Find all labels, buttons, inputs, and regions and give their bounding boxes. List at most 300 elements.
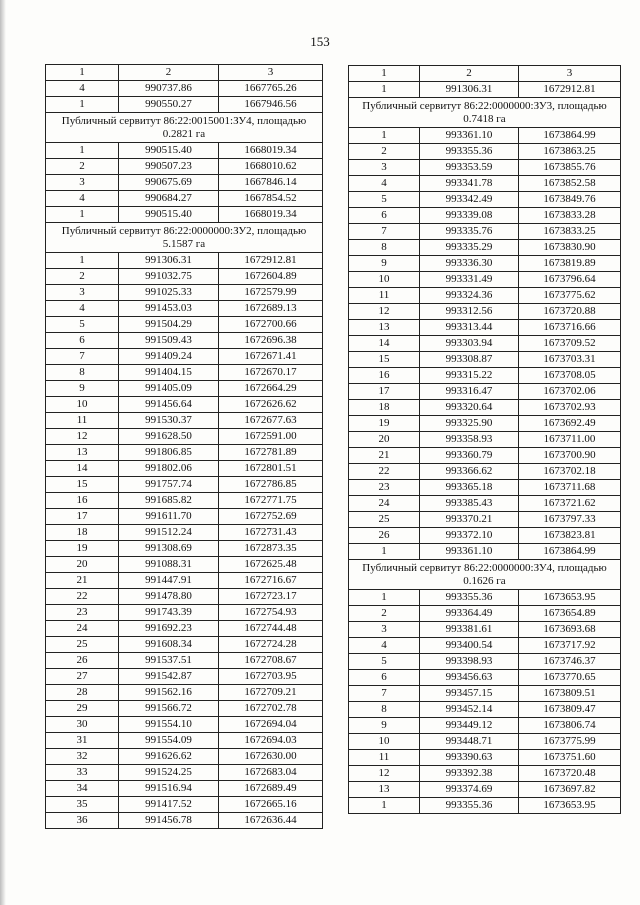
point-number-cell: 8 xyxy=(349,702,420,718)
table-row xyxy=(349,320,621,336)
header-cell: 1 xyxy=(46,65,119,81)
y-coordinate-cell: 1672708.67 xyxy=(219,653,323,669)
y-coordinate-cell: 1673702.18 xyxy=(519,464,621,480)
y-coordinate-cell: 1673852.58 xyxy=(519,176,621,192)
table-row xyxy=(349,512,621,528)
table-row xyxy=(349,82,621,98)
point-number-cell: 13 xyxy=(349,320,420,336)
y-coordinate-cell: 1672630.00 xyxy=(219,749,323,765)
x-coordinate-cell: 993336.30 xyxy=(420,256,519,272)
y-coordinate-cell: 1672754.93 xyxy=(219,605,323,621)
point-number-cell: 20 xyxy=(46,557,119,573)
table-row xyxy=(46,143,323,159)
x-coordinate-cell: 993364.49 xyxy=(420,606,519,622)
x-coordinate-cell: 991802.06 xyxy=(119,461,219,477)
point-number-cell: 2 xyxy=(349,606,420,622)
y-coordinate-cell: 1673708.05 xyxy=(519,368,621,384)
point-number-cell: 27 xyxy=(46,669,119,685)
table-row xyxy=(349,496,621,512)
y-coordinate-cell: 1673703.31 xyxy=(519,352,621,368)
x-coordinate-cell: 993341.78 xyxy=(420,176,519,192)
y-coordinate-cell: 1672665.16 xyxy=(219,797,323,813)
x-coordinate-cell: 993370.21 xyxy=(420,512,519,528)
table-row xyxy=(46,541,323,557)
point-number-cell: 21 xyxy=(46,573,119,589)
table-row xyxy=(46,557,323,573)
y-coordinate-cell: 1673775.99 xyxy=(519,734,621,750)
y-coordinate-cell: 1672781.89 xyxy=(219,445,323,461)
x-coordinate-cell: 993316.47 xyxy=(420,384,519,400)
point-number-cell: 2 xyxy=(349,144,420,160)
point-number-cell: 16 xyxy=(349,368,420,384)
x-coordinate-cell: 991405.09 xyxy=(119,381,219,397)
table-row xyxy=(46,429,323,445)
y-coordinate-cell: 1672912.81 xyxy=(519,82,621,98)
y-coordinate-cell: 1672636.44 xyxy=(219,813,323,829)
table-row xyxy=(46,749,323,765)
table-row xyxy=(46,365,323,381)
x-coordinate-cell: 990550.27 xyxy=(119,97,219,113)
x-coordinate-cell: 991554.10 xyxy=(119,717,219,733)
point-number-cell: 1 xyxy=(46,253,119,269)
y-coordinate-cell: 1672689.13 xyxy=(219,301,323,317)
y-coordinate-cell: 1673809.51 xyxy=(519,686,621,702)
x-coordinate-cell: 993335.76 xyxy=(420,224,519,240)
point-number-cell: 30 xyxy=(46,717,119,733)
point-number-cell: 1 xyxy=(349,82,420,98)
header-cell: 3 xyxy=(219,65,323,81)
y-coordinate-cell: 1672677.63 xyxy=(219,413,323,429)
table-row xyxy=(349,606,621,622)
y-coordinate-cell: 1673711.00 xyxy=(519,432,621,448)
point-number-cell: 11 xyxy=(349,288,420,304)
table-row xyxy=(46,159,323,175)
point-number-cell: 21 xyxy=(349,448,420,464)
point-number-cell: 10 xyxy=(349,272,420,288)
x-coordinate-cell: 991512.24 xyxy=(119,525,219,541)
x-coordinate-cell: 991530.37 xyxy=(119,413,219,429)
point-number-cell: 4 xyxy=(46,301,119,317)
y-coordinate-cell: 1673833.28 xyxy=(519,208,621,224)
y-coordinate-cell: 1672716.67 xyxy=(219,573,323,589)
x-coordinate-cell: 993335.29 xyxy=(420,240,519,256)
point-number-cell: 23 xyxy=(46,605,119,621)
point-number-cell: 6 xyxy=(349,208,420,224)
table-row xyxy=(46,477,323,493)
y-coordinate-cell: 1672664.29 xyxy=(219,381,323,397)
y-coordinate-cell: 1672683.04 xyxy=(219,765,323,781)
table-row xyxy=(46,207,323,223)
table-row xyxy=(46,573,323,589)
x-coordinate-cell: 991456.78 xyxy=(119,813,219,829)
x-coordinate-cell: 993303.94 xyxy=(420,336,519,352)
point-number-cell: 34 xyxy=(46,781,119,797)
y-coordinate-cell: 1672771.75 xyxy=(219,493,323,509)
table-row xyxy=(46,191,323,207)
x-coordinate-cell: 991524.25 xyxy=(119,765,219,781)
coordinates-table-right xyxy=(348,65,621,814)
point-number-cell: 17 xyxy=(46,509,119,525)
y-coordinate-cell: 1673720.48 xyxy=(519,766,621,782)
y-coordinate-cell: 1672700.66 xyxy=(219,317,323,333)
x-coordinate-cell: 993324.36 xyxy=(420,288,519,304)
x-coordinate-cell: 993358.93 xyxy=(420,432,519,448)
point-number-cell: 16 xyxy=(46,493,119,509)
point-number-cell: 14 xyxy=(46,461,119,477)
x-coordinate-cell: 993361.10 xyxy=(420,544,519,560)
y-coordinate-cell: 1673863.25 xyxy=(519,144,621,160)
x-coordinate-cell: 993331.49 xyxy=(420,272,519,288)
table-row xyxy=(349,798,621,814)
header-cell: 3 xyxy=(519,66,621,82)
y-coordinate-cell: 1672689.49 xyxy=(219,781,323,797)
table-row xyxy=(46,701,323,717)
x-coordinate-cell: 993353.59 xyxy=(420,160,519,176)
table-row xyxy=(46,781,323,797)
table-row xyxy=(349,400,621,416)
x-coordinate-cell: 993390.63 xyxy=(420,750,519,766)
x-coordinate-cell: 991306.31 xyxy=(119,253,219,269)
y-coordinate-cell: 1672626.62 xyxy=(219,397,323,413)
x-coordinate-cell: 993320.64 xyxy=(420,400,519,416)
table-row xyxy=(46,525,323,541)
y-coordinate-cell: 1673751.60 xyxy=(519,750,621,766)
x-coordinate-cell: 990507.23 xyxy=(119,159,219,175)
x-coordinate-cell: 991032.75 xyxy=(119,269,219,285)
x-coordinate-cell: 991504.29 xyxy=(119,317,219,333)
point-number-cell: 2 xyxy=(46,159,119,175)
point-number-cell: 5 xyxy=(46,317,119,333)
x-coordinate-cell: 993457.15 xyxy=(420,686,519,702)
y-coordinate-cell: 1673855.76 xyxy=(519,160,621,176)
point-number-cell: 1 xyxy=(46,97,119,113)
x-coordinate-cell: 991456.64 xyxy=(119,397,219,413)
table-row xyxy=(349,464,621,480)
table-row xyxy=(349,224,621,240)
x-coordinate-cell: 990515.40 xyxy=(119,207,219,223)
x-coordinate-cell: 993449.12 xyxy=(420,718,519,734)
x-coordinate-cell: 991308.69 xyxy=(119,541,219,557)
scan-edge xyxy=(0,0,6,905)
x-coordinate-cell: 993360.79 xyxy=(420,448,519,464)
y-coordinate-cell: 1673721.62 xyxy=(519,496,621,512)
point-number-cell: 23 xyxy=(349,480,420,496)
y-coordinate-cell: 1672591.00 xyxy=(219,429,323,445)
x-coordinate-cell: 993392.38 xyxy=(420,766,519,782)
left-header-row xyxy=(46,65,323,81)
y-coordinate-cell: 1673770.65 xyxy=(519,670,621,686)
x-coordinate-cell: 991447.91 xyxy=(119,573,219,589)
y-coordinate-cell: 1667946.56 xyxy=(219,97,323,113)
x-coordinate-cell: 990684.27 xyxy=(119,191,219,207)
point-number-cell: 22 xyxy=(349,464,420,480)
y-coordinate-cell: 1672579.99 xyxy=(219,285,323,301)
point-number-cell: 1 xyxy=(46,143,119,159)
x-coordinate-cell: 991626.62 xyxy=(119,749,219,765)
y-coordinate-cell: 1673864.99 xyxy=(519,544,621,560)
x-coordinate-cell: 993381.61 xyxy=(420,622,519,638)
point-number-cell: 20 xyxy=(349,432,420,448)
table-row xyxy=(349,638,621,654)
section-title-row xyxy=(349,560,621,590)
y-coordinate-cell: 1672694.04 xyxy=(219,717,323,733)
x-coordinate-cell: 993312.56 xyxy=(420,304,519,320)
y-coordinate-cell: 1673796.64 xyxy=(519,272,621,288)
table-row xyxy=(349,384,621,400)
y-coordinate-cell: 1673823.81 xyxy=(519,528,621,544)
y-coordinate-cell: 1673693.68 xyxy=(519,622,621,638)
table-row xyxy=(46,653,323,669)
point-number-cell: 17 xyxy=(349,384,420,400)
point-number-cell: 4 xyxy=(349,176,420,192)
y-coordinate-cell: 1673809.47 xyxy=(519,702,621,718)
table-row xyxy=(46,765,323,781)
y-coordinate-cell: 1673716.66 xyxy=(519,320,621,336)
header-cell: 2 xyxy=(420,66,519,82)
table-row xyxy=(349,622,621,638)
table-row xyxy=(46,669,323,685)
point-number-cell: 3 xyxy=(349,160,420,176)
x-coordinate-cell: 991628.50 xyxy=(119,429,219,445)
table-row xyxy=(46,589,323,605)
table-row xyxy=(46,81,323,97)
table-row xyxy=(46,509,323,525)
point-number-cell: 6 xyxy=(349,670,420,686)
point-number-cell: 28 xyxy=(46,685,119,701)
point-number-cell: 1 xyxy=(349,590,420,606)
table-row xyxy=(46,685,323,701)
x-coordinate-cell: 993456.63 xyxy=(420,670,519,686)
point-number-cell: 9 xyxy=(349,256,420,272)
y-coordinate-cell: 1673830.90 xyxy=(519,240,621,256)
point-number-cell: 18 xyxy=(46,525,119,541)
x-coordinate-cell: 991806.85 xyxy=(119,445,219,461)
y-coordinate-cell: 1673833.25 xyxy=(519,224,621,240)
y-coordinate-cell: 1672786.85 xyxy=(219,477,323,493)
point-number-cell: 7 xyxy=(349,686,420,702)
x-coordinate-cell: 991562.16 xyxy=(119,685,219,701)
point-number-cell: 18 xyxy=(349,400,420,416)
x-coordinate-cell: 993366.62 xyxy=(420,464,519,480)
point-number-cell: 26 xyxy=(46,653,119,669)
point-number-cell: 5 xyxy=(349,192,420,208)
table-row xyxy=(349,448,621,464)
x-coordinate-cell: 991088.31 xyxy=(119,557,219,573)
x-coordinate-cell: 991453.03 xyxy=(119,301,219,317)
point-number-cell: 1 xyxy=(349,128,420,144)
point-number-cell: 4 xyxy=(46,191,119,207)
point-number-cell: 10 xyxy=(349,734,420,750)
table-row xyxy=(46,349,323,365)
table-row xyxy=(46,493,323,509)
table-row xyxy=(349,734,621,750)
point-number-cell: 33 xyxy=(46,765,119,781)
y-coordinate-cell: 1673797.33 xyxy=(519,512,621,528)
y-coordinate-cell: 1673700.90 xyxy=(519,448,621,464)
point-number-cell: 11 xyxy=(349,750,420,766)
section-title: Публичный сервитут 86:22:0000000:ЗУ3, площадью 0.7418 га xyxy=(349,98,621,128)
table-row xyxy=(349,782,621,798)
x-coordinate-cell: 991025.33 xyxy=(119,285,219,301)
y-coordinate-cell: 1673653.95 xyxy=(519,798,621,814)
y-coordinate-cell: 1673775.62 xyxy=(519,288,621,304)
table-row xyxy=(349,272,621,288)
table-row xyxy=(46,605,323,621)
point-number-cell: 3 xyxy=(46,175,119,191)
point-number-cell: 1 xyxy=(46,207,119,223)
y-coordinate-cell: 1673746.37 xyxy=(519,654,621,670)
page-number: 153 xyxy=(310,34,330,49)
table-row xyxy=(46,637,323,653)
table-row xyxy=(46,333,323,349)
table-row xyxy=(349,702,621,718)
point-number-cell: 25 xyxy=(349,512,420,528)
table-row xyxy=(349,718,621,734)
y-coordinate-cell: 1672696.38 xyxy=(219,333,323,349)
y-coordinate-cell: 1672694.03 xyxy=(219,733,323,749)
section-title: Публичный сервитут 86:22:0015001:ЗУ4, площадью 0.2821 га xyxy=(46,113,323,143)
y-coordinate-cell: 1672873.35 xyxy=(219,541,323,557)
point-number-cell: 1 xyxy=(349,544,420,560)
table-row xyxy=(349,288,621,304)
table-row xyxy=(46,285,323,301)
point-number-cell: 2 xyxy=(46,269,119,285)
y-coordinate-cell: 1673692.49 xyxy=(519,416,621,432)
y-coordinate-cell: 1672671.41 xyxy=(219,349,323,365)
y-coordinate-cell: 1673697.82 xyxy=(519,782,621,798)
x-coordinate-cell: 991306.31 xyxy=(420,82,519,98)
x-coordinate-cell: 993452.14 xyxy=(420,702,519,718)
section-title: Публичный сервитут 86:22:0000000:ЗУ4, площадью 0.1626 га xyxy=(349,560,621,590)
right-header-row xyxy=(349,66,621,82)
y-coordinate-cell: 1673702.06 xyxy=(519,384,621,400)
x-coordinate-cell: 990737.86 xyxy=(119,81,219,97)
table-row xyxy=(349,240,621,256)
table-row xyxy=(349,128,621,144)
point-number-cell: 12 xyxy=(46,429,119,445)
table-row xyxy=(46,461,323,477)
table-row xyxy=(46,733,323,749)
point-number-cell: 7 xyxy=(46,349,119,365)
y-coordinate-cell: 1672703.95 xyxy=(219,669,323,685)
point-number-cell: 12 xyxy=(349,766,420,782)
point-number-cell: 14 xyxy=(349,336,420,352)
table-row xyxy=(349,192,621,208)
point-number-cell: 10 xyxy=(46,397,119,413)
point-number-cell: 13 xyxy=(46,445,119,461)
y-coordinate-cell: 1668019.34 xyxy=(219,143,323,159)
table-row xyxy=(46,717,323,733)
x-coordinate-cell: 991692.23 xyxy=(119,621,219,637)
table-row xyxy=(46,317,323,333)
point-number-cell: 13 xyxy=(349,782,420,798)
x-coordinate-cell: 991743.39 xyxy=(119,605,219,621)
point-number-cell: 4 xyxy=(349,638,420,654)
table-row xyxy=(349,304,621,320)
x-coordinate-cell: 993342.49 xyxy=(420,192,519,208)
x-coordinate-cell: 991757.74 xyxy=(119,477,219,493)
y-coordinate-cell: 1668010.62 xyxy=(219,159,323,175)
x-coordinate-cell: 991542.87 xyxy=(119,669,219,685)
table-row xyxy=(46,445,323,461)
header-cell: 2 xyxy=(119,65,219,81)
x-coordinate-cell: 991611.70 xyxy=(119,509,219,525)
point-number-cell: 12 xyxy=(349,304,420,320)
x-coordinate-cell: 993315.22 xyxy=(420,368,519,384)
y-coordinate-cell: 1672912.81 xyxy=(219,253,323,269)
x-coordinate-cell: 991478.80 xyxy=(119,589,219,605)
point-number-cell: 19 xyxy=(46,541,119,557)
table-row xyxy=(349,416,621,432)
point-number-cell: 25 xyxy=(46,637,119,653)
y-coordinate-cell: 1667854.52 xyxy=(219,191,323,207)
point-number-cell: 24 xyxy=(46,621,119,637)
y-coordinate-cell: 1673806.74 xyxy=(519,718,621,734)
y-coordinate-cell: 1672744.48 xyxy=(219,621,323,637)
y-coordinate-cell: 1673709.52 xyxy=(519,336,621,352)
x-coordinate-cell: 991685.82 xyxy=(119,493,219,509)
y-coordinate-cell: 1672723.17 xyxy=(219,589,323,605)
point-number-cell: 32 xyxy=(46,749,119,765)
coordinates-table-left xyxy=(45,64,323,829)
x-coordinate-cell: 993374.69 xyxy=(420,782,519,798)
table-row xyxy=(46,269,323,285)
x-coordinate-cell: 990515.40 xyxy=(119,143,219,159)
point-number-cell: 9 xyxy=(46,381,119,397)
table-row xyxy=(349,654,621,670)
y-coordinate-cell: 1668019.34 xyxy=(219,207,323,223)
x-coordinate-cell: 993398.93 xyxy=(420,654,519,670)
point-number-cell: 1 xyxy=(349,798,420,814)
table-row xyxy=(46,397,323,413)
x-coordinate-cell: 990675.69 xyxy=(119,175,219,191)
point-number-cell: 5 xyxy=(349,654,420,670)
table-row xyxy=(349,256,621,272)
point-number-cell: 9 xyxy=(349,718,420,734)
point-number-cell: 31 xyxy=(46,733,119,749)
table-row xyxy=(349,144,621,160)
x-coordinate-cell: 993308.87 xyxy=(420,352,519,368)
header-cell: 1 xyxy=(349,66,420,82)
y-coordinate-cell: 1672724.28 xyxy=(219,637,323,653)
table-row xyxy=(46,175,323,191)
table-row xyxy=(349,176,621,192)
section-title-row xyxy=(46,223,323,253)
y-coordinate-cell: 1672604.89 xyxy=(219,269,323,285)
table-row xyxy=(349,368,621,384)
point-number-cell: 22 xyxy=(46,589,119,605)
x-coordinate-cell: 993325.90 xyxy=(420,416,519,432)
point-number-cell: 24 xyxy=(349,496,420,512)
point-number-cell: 26 xyxy=(349,528,420,544)
point-number-cell: 11 xyxy=(46,413,119,429)
table-row xyxy=(349,208,621,224)
point-number-cell: 29 xyxy=(46,701,119,717)
table-row xyxy=(46,97,323,113)
x-coordinate-cell: 991409.24 xyxy=(119,349,219,365)
y-coordinate-cell: 1672752.69 xyxy=(219,509,323,525)
table-row xyxy=(349,336,621,352)
y-coordinate-cell: 1672702.78 xyxy=(219,701,323,717)
point-number-cell: 6 xyxy=(46,333,119,349)
x-coordinate-cell: 993355.36 xyxy=(420,144,519,160)
table-row xyxy=(349,686,621,702)
table-row xyxy=(46,253,323,269)
x-coordinate-cell: 993385.43 xyxy=(420,496,519,512)
x-coordinate-cell: 993365.18 xyxy=(420,480,519,496)
y-coordinate-cell: 1667846.14 xyxy=(219,175,323,191)
point-number-cell: 36 xyxy=(46,813,119,829)
